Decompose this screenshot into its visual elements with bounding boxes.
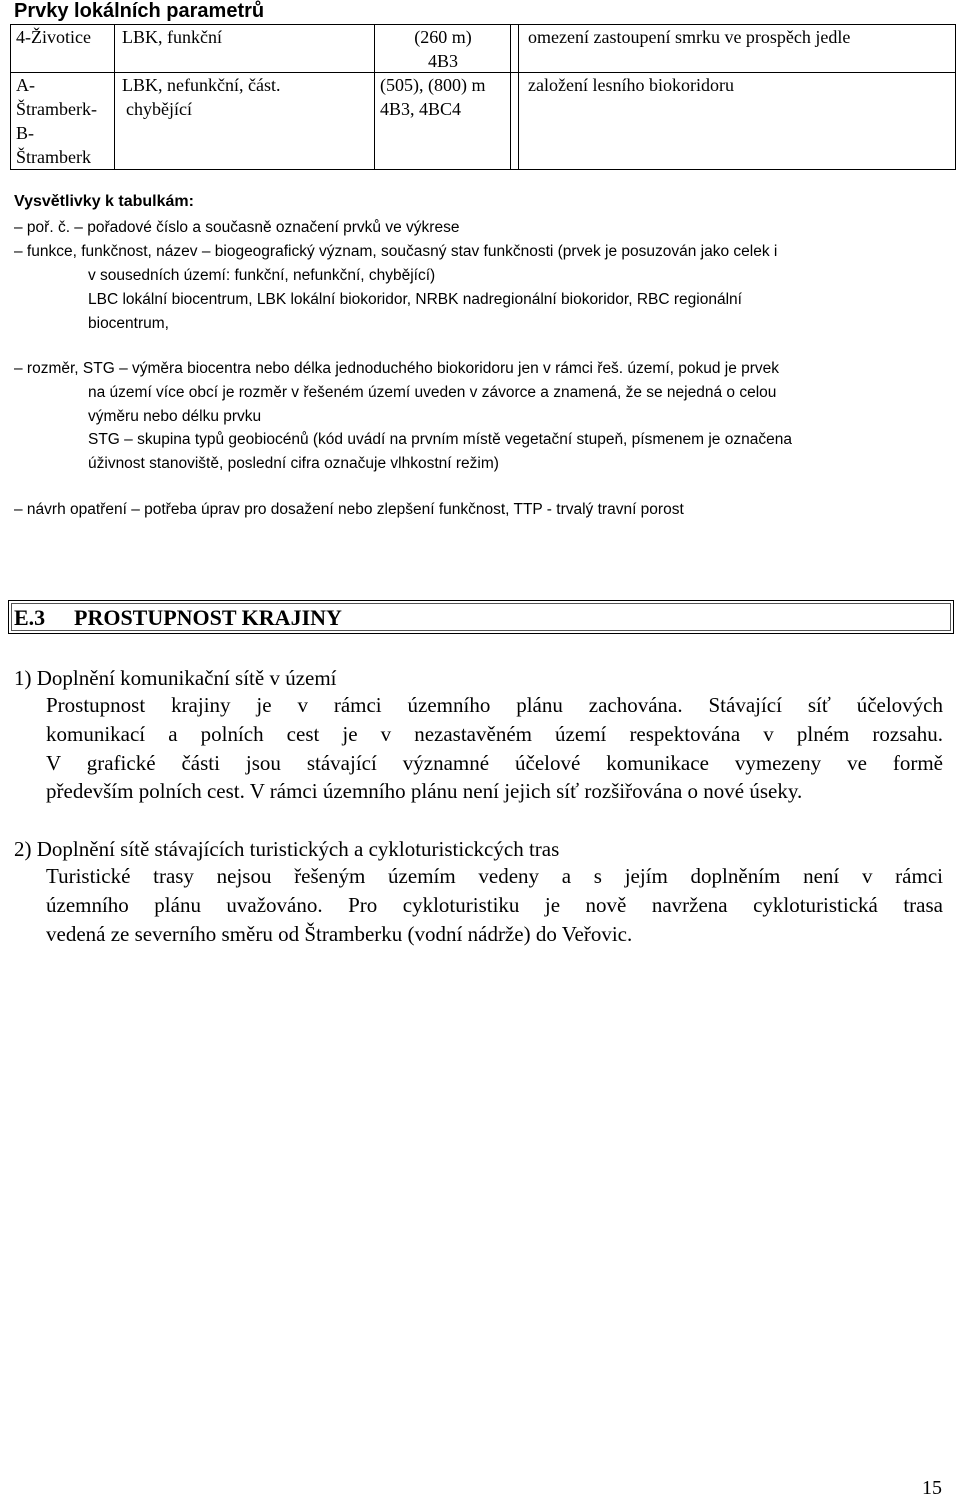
table-cell-size [378,25,508,73]
legend-line: biocentrum, [88,315,169,332]
table-border-left [10,24,11,170]
table-cell-type [122,25,222,49]
paragraph-line: komunikací a polních cest je v nezastavěném území respektována v plném rozsahu. [46,722,943,746]
legend-title: Vysvětlivky k tabulkám: [14,193,194,210]
section-number: E.3 [14,605,46,630]
cell-line: A- [16,75,35,95]
paragraph-line: Prostupnost krajiny je v rámci územního plánu zachována. Stávající síť účelových [46,693,943,717]
cell-line: B- [16,123,34,143]
table-cell-measure [528,73,734,97]
legend-line: – rozměr, STG – výměra biocentra nebo délka jednoduchého biokoridoru jen v rámci řeš. území, pokud je prvek [14,360,780,377]
table-col-divider [510,24,511,170]
cell-line: Štramberk- [16,99,97,119]
cell-line: založení lesního biokoridoru [528,75,734,95]
table-border-right [955,24,956,170]
page-heading: Prvky lokálních parametrů [14,0,265,22]
item-heading: 1) Doplnění komunikační sítě v území [14,666,337,690]
cell-line: (505), (800) m [380,75,486,95]
paragraph-line: Turistické trasy nejsou řešeným územím vedeny a s jejím doplněním není v rámci [46,864,943,888]
item-heading: 2) Doplnění sítě stávajících turistických a cykloturistickcých tras [14,837,560,861]
legend-line: v sousedních území: funkční, nefunkční, chybějící) [88,267,436,284]
table-cell-name [16,25,91,49]
local-elements-table [10,24,956,170]
paragraph-line: vedená ze severního směru od Štramberku (vodní nádrže) do Veřovic. [46,922,633,946]
cell-line: (260 m) [414,27,472,47]
cell-line: 4-Životice [16,27,91,47]
table-cell-type [122,73,280,121]
legend-line: úživnost stanoviště, poslední cifra označuje vlhkostní režim) [88,455,499,472]
legend-line: – návrh opatření – potřeba úprav pro dosažení nebo zlepšení funkčnost, TTP - trvalý travní porost [14,501,684,518]
cell-line: Štramberk [16,147,91,167]
table-col-divider [374,24,375,170]
cell-line: omezení zastoupení smrku ve prospěch jedle [528,27,851,47]
table-border-bottom [10,169,956,170]
cell-line: chybějící [126,99,192,119]
paragraph-line: V grafické části jsou stávající významné účelové komunikace vymezeny ve formě [46,751,943,775]
section-title: PROSTUPNOST KRAJINY [74,605,342,630]
cell-line: LBK, nefunkční, část. [122,75,281,95]
table-col-divider [114,24,115,170]
cell-line: 4B3, 4BC4 [380,99,462,119]
cell-line: 4B3 [427,51,458,71]
table-cell-size [380,73,485,121]
paragraph-line: především polních cest. V rámci územního plánu není jejich síť rozšiřována o nové úseky. [46,779,803,803]
table-cell-name [16,73,97,169]
table-col-divider [518,24,519,170]
legend-line: – poř. č. – pořadové číslo a současně označení prvků ve výkrese [14,219,460,236]
legend-line: – funkce, funkčnost, název – biogeografický význam, současný stav funkčnosti (prvek je posuzován jako celek i [14,243,778,260]
table-cell-measure [528,25,850,49]
legend-line: výměru nebo délku prvku [88,408,262,425]
paragraph-line: územního plánu uvažováno. Pro cykloturistiku je nově navržena cykloturistická trasa [46,893,943,917]
legend-line: STG – skupina typů geobiocénů (kód uvádí na prvním místě vegetační stupeň, písmenem je označena [88,431,792,448]
cell-line: LBK, funkční [122,27,222,47]
page-number: 15 [922,1477,942,1499]
legend-line: na území více obcí je rozměr v řešeném území uveden v závorce a znamená, že se nejedná o celou [88,384,777,401]
legend-line: LBC lokální biocentrum, LBK lokální biokoridor, NRBK nadregionální biokoridor, RBC regionální [88,291,742,308]
